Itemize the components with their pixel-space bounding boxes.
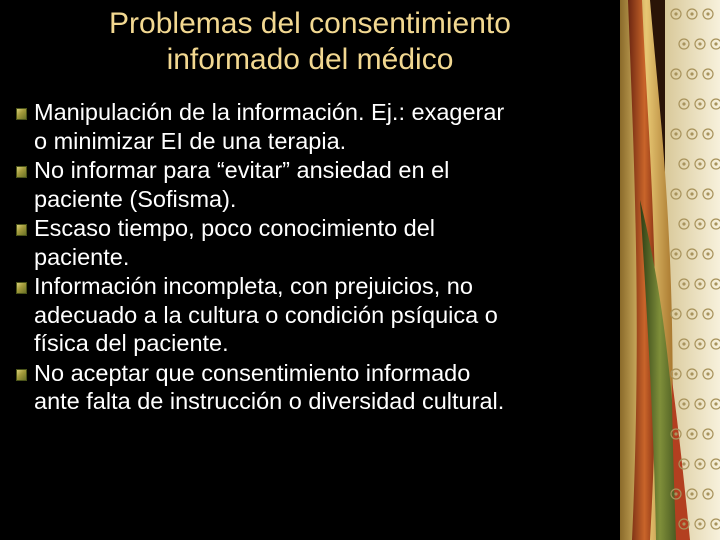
floral-knot-center (674, 72, 677, 75)
bullet-line: paciente (Sofisma). (34, 185, 237, 212)
floral-knot-center (674, 372, 677, 375)
floral-knot-center (690, 72, 693, 75)
floral-knot-center (674, 432, 677, 435)
floral-knot-center (714, 162, 717, 165)
floral-knot-center (714, 522, 717, 525)
floral-knot-center (698, 102, 701, 105)
floral-knot-center (706, 72, 709, 75)
floral-knot-center (698, 522, 701, 525)
floral-knot-center (682, 222, 685, 225)
bullet-list (16, 98, 616, 417)
floral-knot-center (698, 342, 701, 345)
bullet-square-icon (16, 224, 27, 236)
bullet-line: adecuado a la cultura o condición psíquica o (34, 301, 498, 328)
floral-knot-center (698, 402, 701, 405)
floral-knot-center (682, 282, 685, 285)
floral-knot-center (682, 162, 685, 165)
decorative-panel (620, 0, 720, 540)
floral-knot-center (690, 192, 693, 195)
slide-title (20, 6, 600, 78)
floral-knot-center (698, 462, 701, 465)
bullet-line: Información incompleta, con prejuicios, no (34, 273, 473, 299)
floral-knot-center (698, 282, 701, 285)
bullet-square-icon (16, 108, 27, 120)
bullet-line: No aceptar que consentimiento informado (34, 359, 471, 386)
floral-knot-center (706, 192, 709, 195)
floral-knot-center (714, 222, 717, 225)
floral-knot-center (706, 372, 709, 375)
floral-knot-center (714, 462, 717, 465)
floral-knot-center (714, 402, 717, 405)
floral-knot-center (706, 432, 709, 435)
floral-knot-center (698, 42, 701, 45)
bullet-line: ante falta de instrucción o diversidad cultural. (34, 388, 505, 414)
floral-knot-center (682, 522, 685, 525)
floral-knot-center (682, 342, 685, 345)
floral-knot-center (690, 432, 693, 435)
floral-knot-center (698, 222, 701, 225)
bullet-line: Manipulación de la información. Ej.: exagerar (34, 99, 505, 125)
bullet-line: No informar para “evitar” ansiedad en el (34, 157, 450, 183)
floral-knot-center (674, 132, 677, 135)
bullet-square-icon (16, 369, 27, 381)
bullet-item (16, 98, 616, 155)
floral-knot-center (690, 132, 693, 135)
bullet-item (16, 272, 616, 358)
bullet-item (16, 156, 616, 213)
floral-knot-center (690, 252, 693, 255)
floral-knot-center (682, 42, 685, 45)
floral-knot-center (706, 132, 709, 135)
floral-knot-center (674, 192, 677, 195)
title-line-2: informado del médico (166, 43, 454, 76)
bullet-line: Escaso tiempo, poco conocimiento del (34, 215, 436, 241)
floral-knot-center (674, 492, 677, 495)
floral-knot-center (674, 312, 677, 315)
floral-knot-center (682, 462, 685, 465)
floral-knot-center (706, 312, 709, 315)
bullet-item (16, 214, 616, 271)
bullet-line: física del paciente. (34, 330, 229, 356)
bullet-line: paciente. (34, 243, 130, 270)
bullet-square-icon (16, 166, 27, 178)
floral-knot-center (682, 402, 685, 405)
floral-knot-center (714, 42, 717, 45)
floral-knot-center (698, 162, 701, 165)
floral-knot-center (714, 282, 717, 285)
floral-knot-center (690, 492, 693, 495)
bullet-line: o minimizar EI de una terapia. (34, 127, 347, 154)
floral-knot-center (690, 312, 693, 315)
floral-knot-center (674, 252, 677, 255)
title-line-1: Problemas del consentimiento (109, 7, 511, 40)
floral-knot-center (714, 342, 717, 345)
floral-knot-center (706, 492, 709, 495)
floral-knot-center (682, 102, 685, 105)
floral-knot-center (706, 252, 709, 255)
floral-knot-center (706, 12, 709, 15)
bullet-square-icon (16, 282, 27, 294)
floral-knot-center (690, 12, 693, 15)
floral-knot-center (674, 12, 677, 15)
bullet-item (16, 359, 616, 416)
floral-knot-center (690, 372, 693, 375)
floral-knot-center (714, 102, 717, 105)
